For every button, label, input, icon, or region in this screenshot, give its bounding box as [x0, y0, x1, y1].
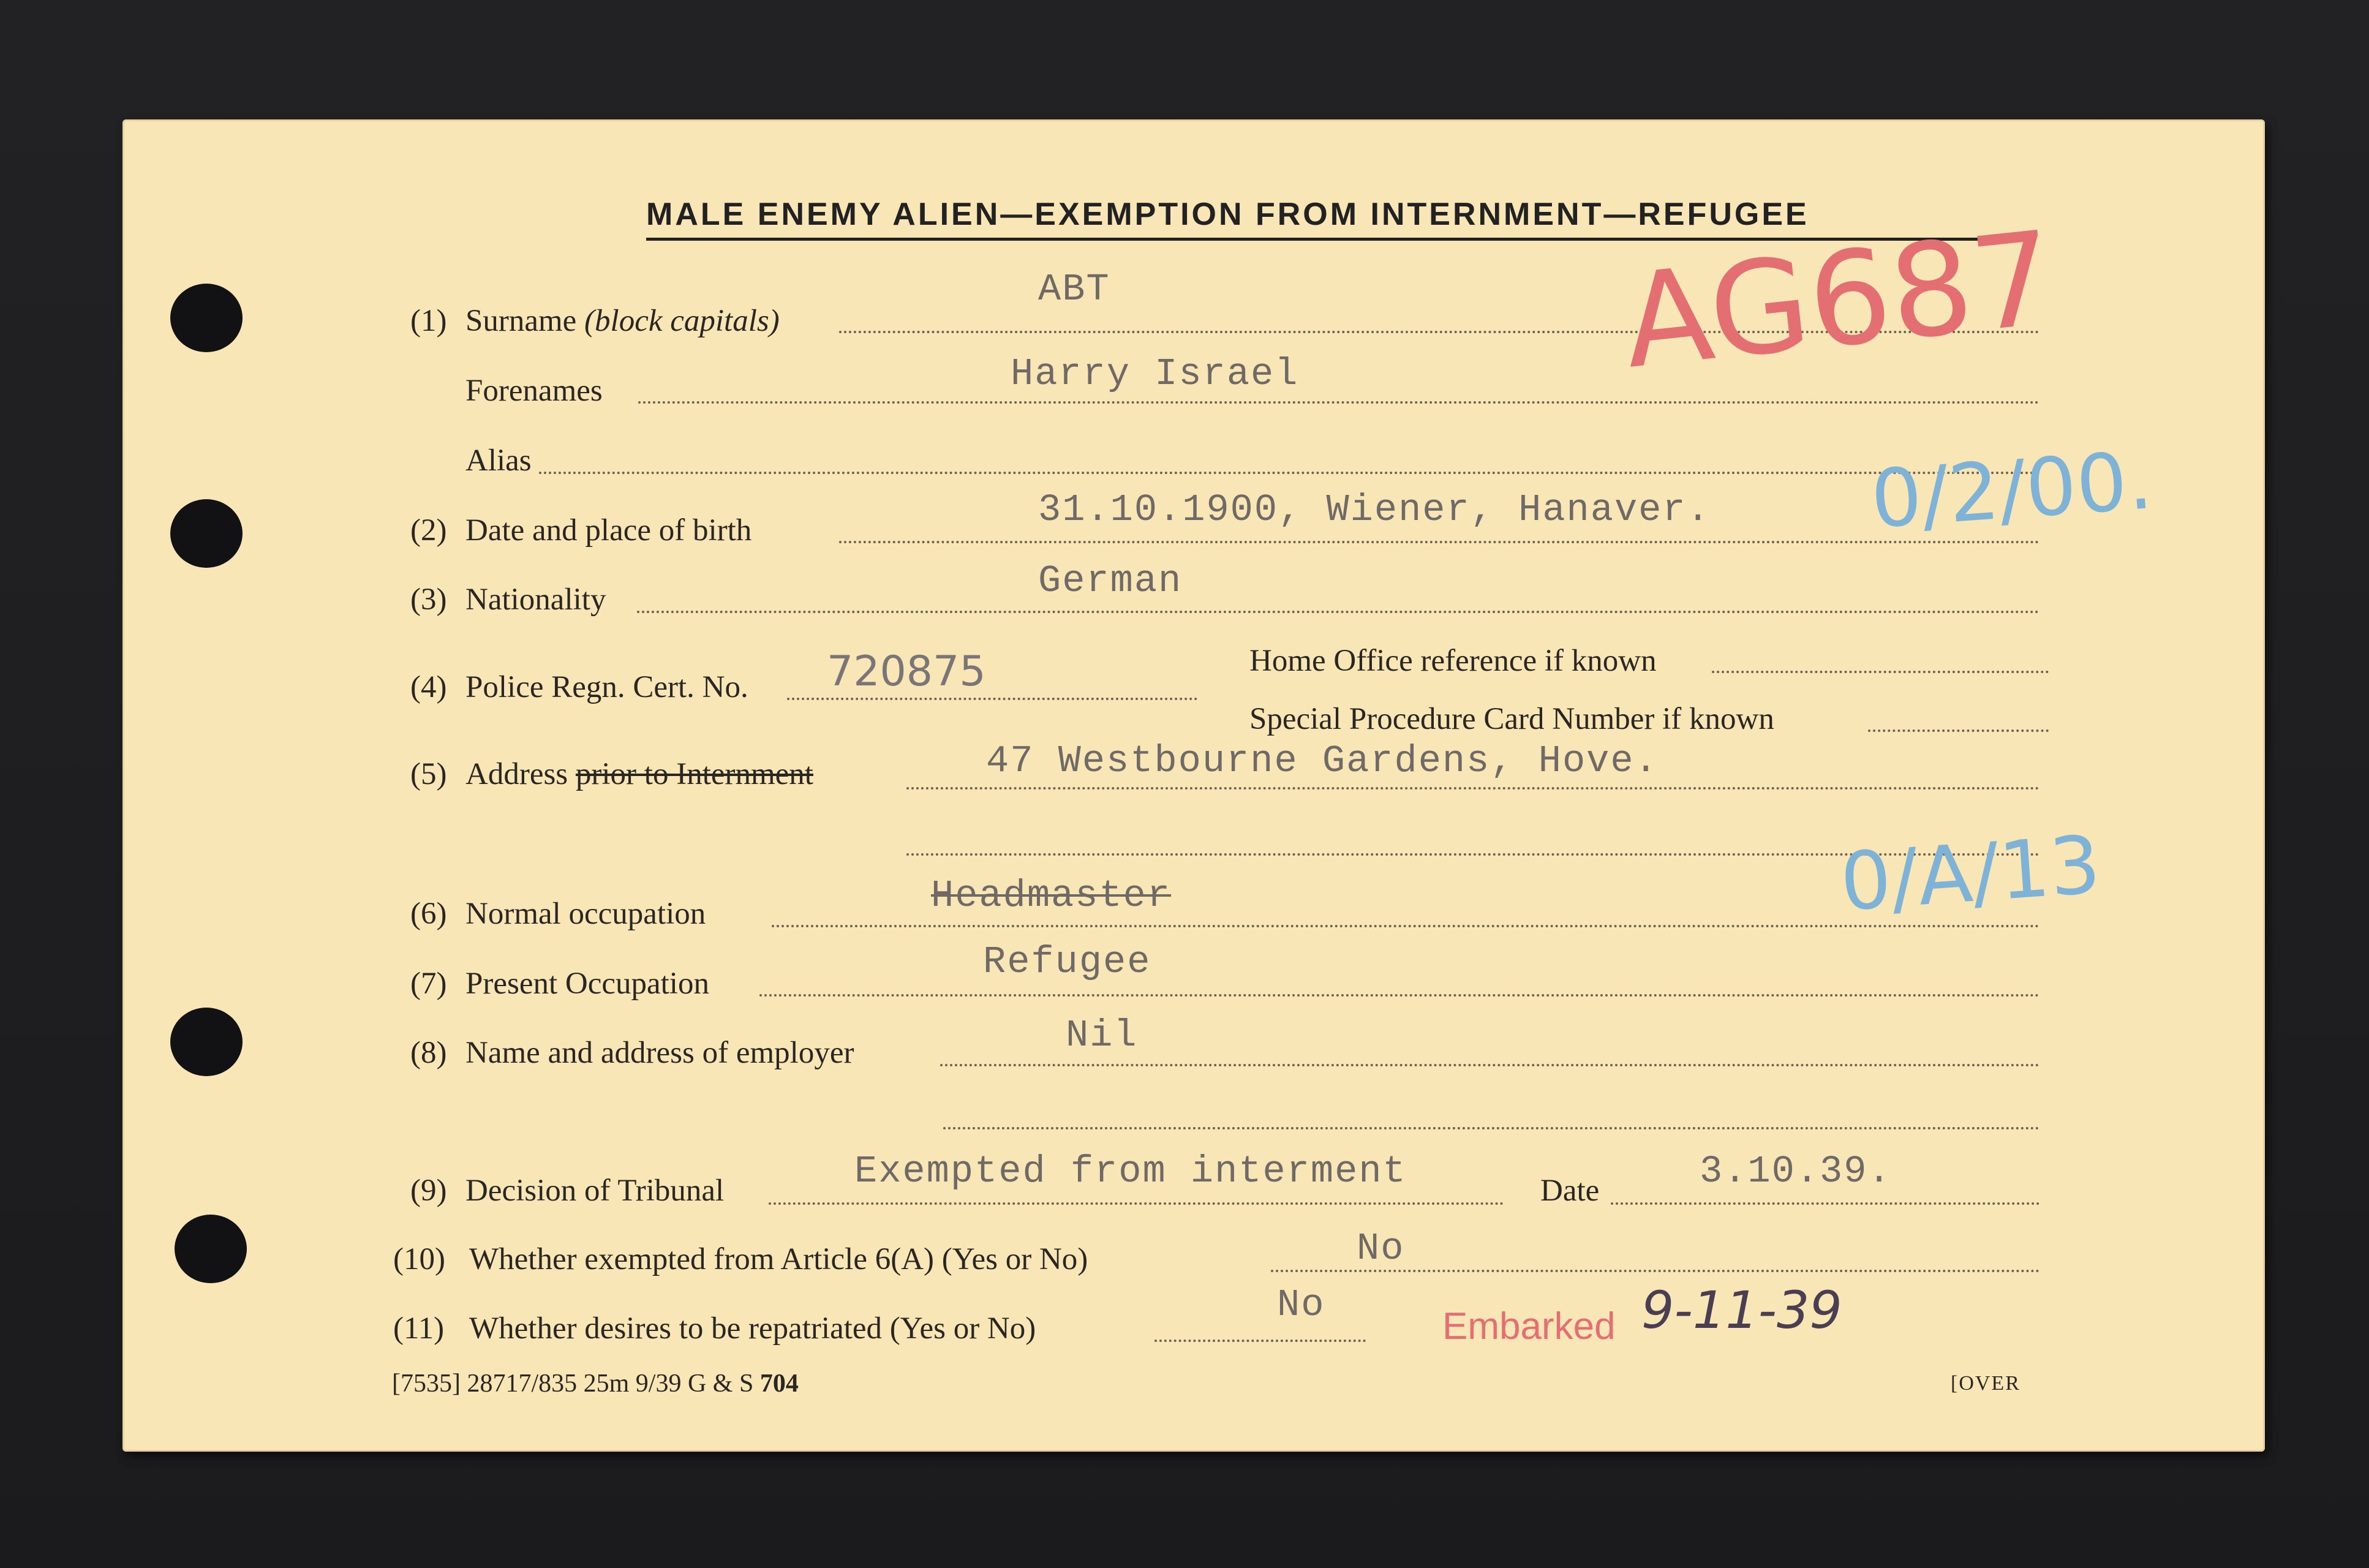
decision-date-line: [1611, 1202, 2039, 1205]
address-label: [465, 756, 813, 792]
punch-hole-2: [170, 499, 243, 568]
address-line-1: [906, 787, 2039, 790]
article6a-value: No: [1357, 1227, 1405, 1270]
field-number: (2): [410, 513, 447, 548]
field-number: (10): [393, 1242, 445, 1276]
field-number: (1): [410, 304, 447, 338]
birth-value: 31.10.1900, Wiener, Hanaver.: [1038, 488, 1711, 532]
field-number: (11): [393, 1311, 445, 1346]
birth-label: Date and place of birth: [465, 513, 752, 548]
decision-label: Decision of Tribunal: [465, 1174, 725, 1208]
repatriated-line: [1154, 1340, 1366, 1342]
alias-label: Alias: [465, 443, 532, 478]
employer-label: Name and address of employer: [465, 1036, 854, 1070]
card-title: MALE ENEMY ALIEN—EXEMPTION FROM INTERNMENT—REFUGEE: [646, 196, 1987, 241]
field-number: (7): [410, 967, 447, 1001]
repatriated-label: Whether desires to be repatriated (Yes or No): [469, 1311, 1036, 1346]
red-reference-number: AG687: [1617, 203, 2062, 398]
article6a-label: Whether exempted from Article 6(A) (Yes or No): [469, 1242, 1088, 1276]
field-number: (4): [410, 670, 447, 704]
punch-hole-4: [175, 1215, 247, 1283]
punch-hole-1: [170, 284, 243, 352]
over-marker: [OVER: [1951, 1372, 2021, 1395]
normal-occupation-label: Normal occupation: [465, 897, 706, 931]
field-number: (8): [410, 1036, 447, 1070]
field-number: (5): [410, 757, 447, 791]
surname-label: [465, 303, 780, 339]
field-number: (9): [410, 1174, 447, 1208]
home-office-label: Home Office reference if known: [1249, 644, 1657, 678]
present-occupation-label: Present Occupation: [465, 967, 709, 1001]
record-card: [122, 119, 2265, 1452]
employer-value: Nil: [1066, 1014, 1138, 1057]
employer-line-2: [943, 1127, 2039, 1129]
decision-value: Exempted from interment: [854, 1150, 1407, 1193]
present-occupation-line: [759, 994, 2039, 997]
field-number: (6): [410, 897, 447, 931]
punch-hole-3: [170, 1008, 243, 1076]
birth-line: [839, 541, 2039, 543]
special-card-line: [1868, 729, 2049, 732]
decision-line: [769, 1202, 1504, 1205]
embarked-stamp: Embarked: [1442, 1305, 1616, 1348]
forenames-value: Harry Israel: [1011, 352, 1299, 396]
home-office-line: [1712, 671, 2049, 673]
employer-line-1: [940, 1064, 2039, 1066]
blue-code-lower: 0/A/13: [1837, 818, 2104, 929]
police-cert-value: 720875: [827, 647, 986, 696]
field-number: (3): [410, 582, 447, 617]
forenames-line: [638, 401, 2039, 404]
police-cert-line: [787, 698, 1197, 700]
print-code: [392, 1369, 799, 1398]
blue-code-upper: 0/2/00.: [1868, 433, 2156, 546]
nationality-line: [637, 611, 2039, 613]
repatriated-value: No: [1277, 1283, 1325, 1327]
nationality-value: German: [1038, 559, 1183, 603]
surname-label-hint: (block capitals): [584, 304, 780, 338]
forenames-label: Forenames: [465, 374, 603, 408]
address-value: 47 Westbourne Gardens, Hove.: [986, 739, 1659, 783]
address-label-text: Address: [465, 757, 568, 791]
present-occupation-value: Refugee: [983, 940, 1151, 984]
decision-date-label: Date: [1540, 1174, 1600, 1208]
normal-occupation-value: Headmaster: [931, 874, 1172, 918]
print-code-bold: 704: [759, 1370, 799, 1398]
address-label-struck: prior to Internment: [575, 757, 813, 791]
surname-label-text: Surname: [465, 304, 577, 338]
embarked-date: 9-11-39: [1641, 1280, 1842, 1340]
decision-date-value: 3.10.39.: [1700, 1150, 1892, 1193]
nationality-label: Nationality: [465, 582, 606, 617]
special-card-label: Special Procedure Card Number if known: [1249, 702, 1774, 736]
police-cert-label: Police Regn. Cert. No.: [465, 670, 748, 704]
print-code-text: [7535] 28717/835 25m 9/39 G & S: [392, 1370, 754, 1398]
surname-value: ABT: [1038, 268, 1110, 311]
alias-line: [539, 472, 2039, 474]
